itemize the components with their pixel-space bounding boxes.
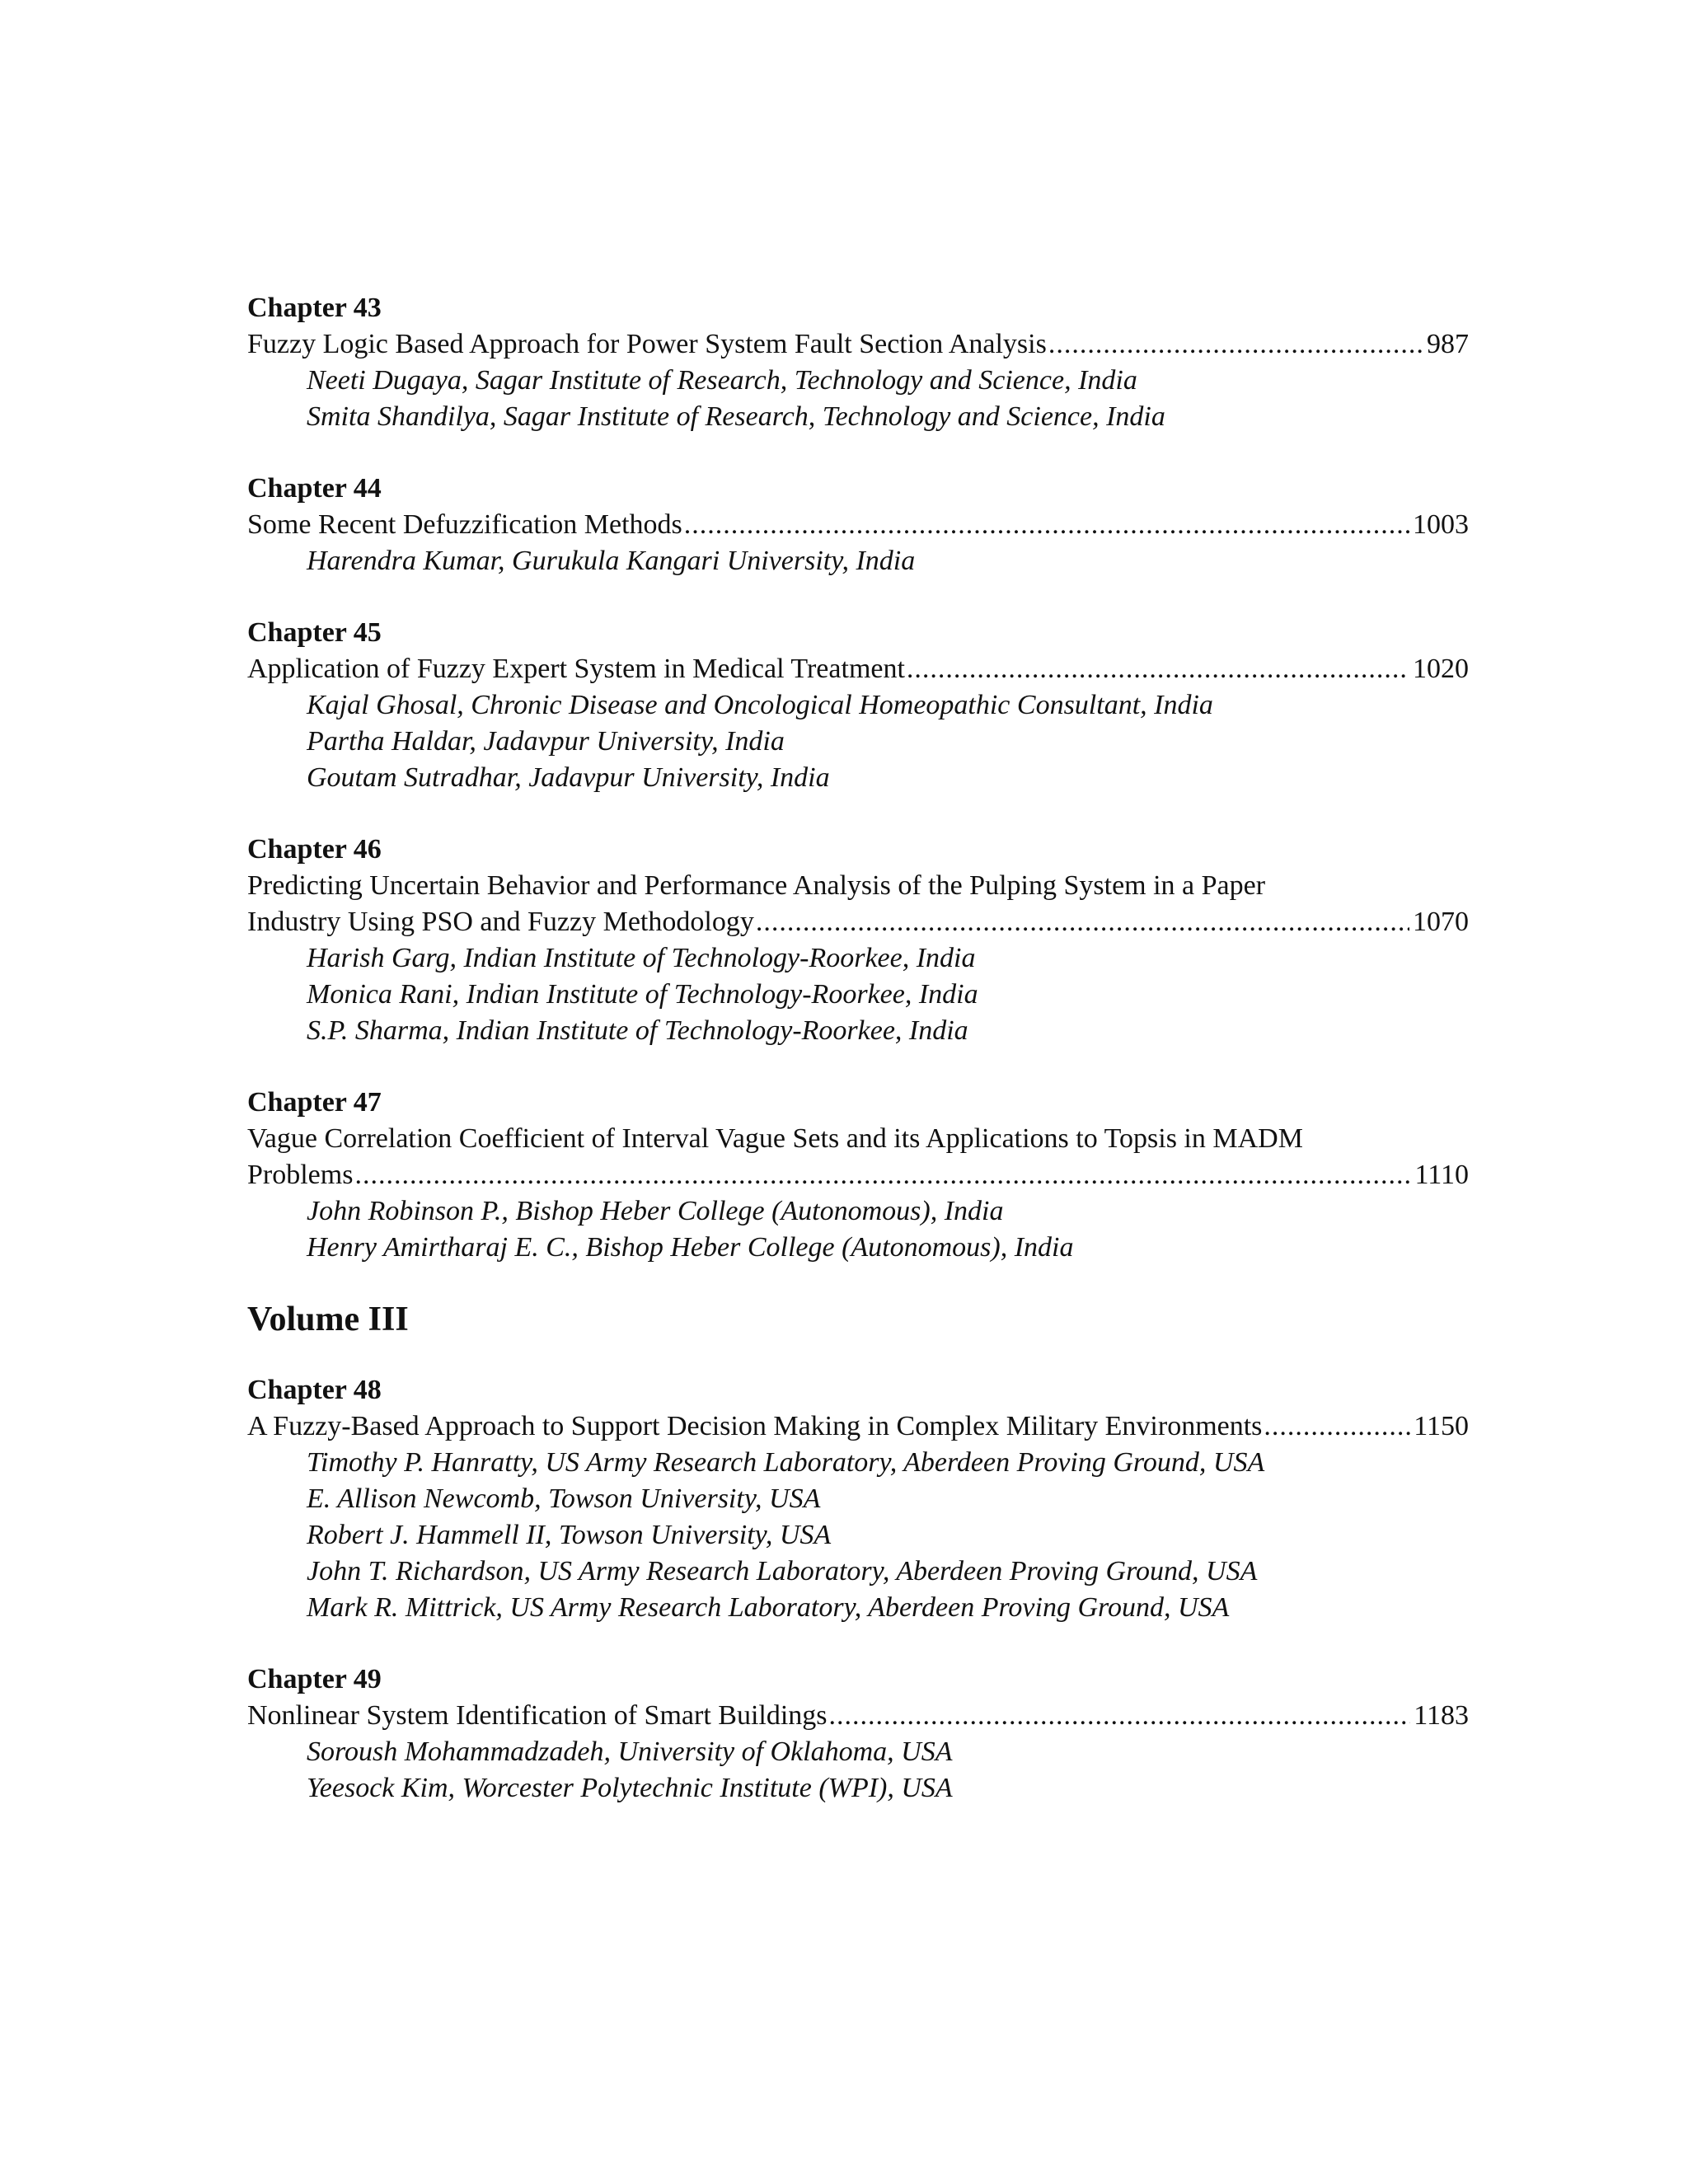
chapter-title: Industry Using PSO and Fuzzy Methodology: [247, 907, 754, 937]
page-number: 1020: [1413, 654, 1469, 684]
chapter-title: A Fuzzy-Based Approach to Support Decision Making in Complex Military Environments: [247, 1411, 1263, 1441]
dot-leader: [1048, 326, 1423, 363]
author-affiliation: Harish Garg, Indian Institute of Technology-Roorkee, India: [307, 943, 976, 973]
volume-heading: Volume III: [247, 1301, 409, 1338]
author-affiliation: Harendra Kumar, Gurukula Kangari University, India: [307, 546, 916, 576]
chapter-title: Predicting Uncertain Behavior and Performance Analysis of the Pulping System in a Paper: [247, 870, 1266, 901]
toc-entry: [247, 832, 1469, 1049]
page-number: 1003: [1413, 509, 1469, 540]
chapter-title: Problems: [247, 1160, 354, 1190]
chapter-title-line: [247, 1408, 1469, 1445]
dot-leader: [354, 1157, 1411, 1193]
chapter-title: Nonlinear System Identification of Smart Buildings: [247, 1700, 828, 1731]
chapter-title-line: [247, 1698, 1469, 1734]
author-affiliation: S.P. Sharma, Indian Institute of Technology-Roorkee, India: [307, 1015, 968, 1046]
author-affiliation: Mark R. Mittrick, US Army Research Laboratory, Aberdeen Proving Ground, USA: [307, 1592, 1230, 1623]
author-affiliation: Smita Shandilya, Sagar Institute of Research, Technology and Science, India: [307, 401, 1165, 432]
author-affiliation: John Robinson P., Bishop Heber College (Autonomous), India: [307, 1196, 1004, 1226]
toc-entry: [247, 290, 1469, 435]
author-affiliation: Partha Haldar, Jadavpur University, India: [307, 726, 785, 757]
chapter-label: Chapter 49: [247, 1664, 382, 1694]
chapter-title-line: [247, 1157, 1469, 1193]
dot-leader: [756, 904, 1409, 940]
chapter-title-line: [247, 868, 1469, 904]
page-number: 1183: [1414, 1700, 1469, 1731]
toc-entry: [247, 1372, 1469, 1626]
toc-entry: [247, 1661, 1469, 1807]
chapter-title: Application of Fuzzy Expert System in Medical Treatment: [247, 654, 905, 684]
chapter-title-line: [247, 651, 1469, 687]
dot-leader: [1264, 1408, 1410, 1445]
chapter-title-line: [247, 1121, 1469, 1157]
author-affiliation: Kajal Ghosal, Chronic Disease and Oncological Homeopathic Consultant, India: [307, 690, 1213, 720]
author-affiliation: E. Allison Newcomb, Towson University, USA: [307, 1483, 821, 1514]
dot-leader: [684, 507, 1409, 543]
chapter-label: Chapter 44: [247, 473, 382, 504]
author-affiliation: Monica Rani, Indian Institute of Technology-Roorkee, India: [307, 979, 978, 1010]
dot-leader: [829, 1698, 1411, 1734]
toc-entry: [247, 615, 1469, 796]
author-affiliation: Soroush Mohammadzadeh, University of Oklahoma, USA: [307, 1736, 953, 1767]
chapter-title: Vague Correlation Coefficient of Interval Vague Sets and its Applications to Topsis in MADM: [247, 1123, 1303, 1154]
page-number: 987: [1427, 329, 1469, 359]
dot-leader: [907, 651, 1409, 687]
toc-entry: [247, 1085, 1469, 1266]
author-affiliation: Yeesock Kim, Worcester Polytechnic Institute (WPI), USA: [307, 1773, 953, 1803]
author-affiliation: Robert J. Hammell II, Towson University, USA: [307, 1520, 832, 1550]
toc-entry: [247, 471, 1469, 579]
chapter-label: Chapter 47: [247, 1087, 382, 1118]
page-number: 1150: [1414, 1411, 1469, 1441]
author-affiliation: Goutam Sutradhar, Jadavpur University, India: [307, 762, 830, 793]
author-affiliation: Timothy P. Hanratty, US Army Research Laboratory, Aberdeen Proving Ground, USA: [307, 1447, 1265, 1478]
author-affiliation: Neeti Dugaya, Sagar Institute of Research, Technology and Science, India: [307, 365, 1137, 396]
chapter-title-line: [247, 326, 1469, 363]
author-affiliation: Henry Amirtharaj E. C., Bishop Heber College (Autonomous), India: [307, 1232, 1074, 1263]
page-number: 1110: [1414, 1160, 1469, 1190]
chapter-label: Chapter 45: [247, 617, 382, 648]
chapter-label: Chapter 48: [247, 1375, 382, 1405]
author-affiliation: John T. Richardson, US Army Research Laboratory, Aberdeen Proving Ground, USA: [307, 1556, 1258, 1586]
page-number: 1070: [1413, 907, 1469, 937]
chapter-title: Some Recent Defuzzification Methods: [247, 509, 682, 540]
chapter-list: [247, 1372, 1469, 1807]
table-of-contents: [247, 290, 1469, 1842]
chapter-title-line: [247, 904, 1469, 940]
chapter-title: Fuzzy Logic Based Approach for Power System Fault Section Analysis: [247, 329, 1047, 359]
chapter-list: [247, 290, 1469, 1266]
chapter-title-line: [247, 507, 1469, 543]
chapter-label: Chapter 46: [247, 834, 382, 865]
chapter-label: Chapter 43: [247, 293, 382, 323]
